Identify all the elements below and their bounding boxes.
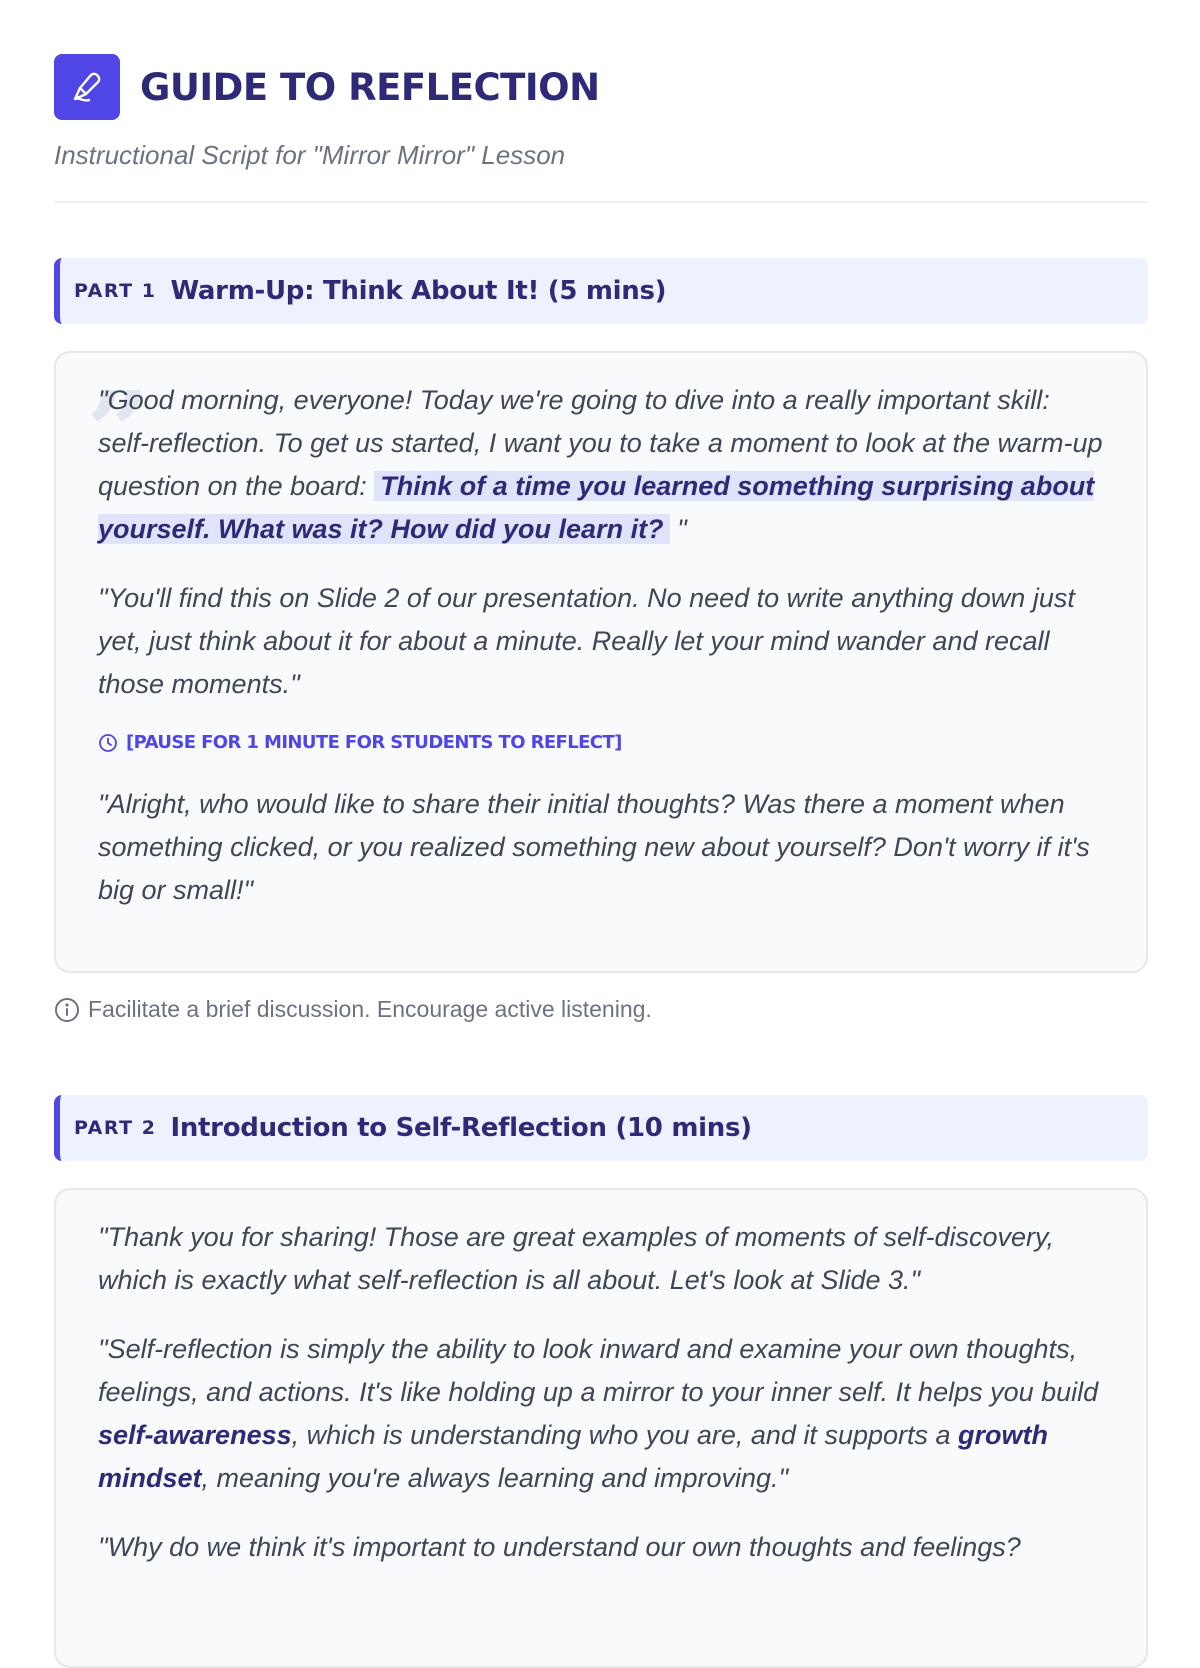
script-text: , which is understanding who you are, and it supports a xyxy=(291,1420,959,1450)
quote-icon: ” xyxy=(86,367,150,496)
part-1-script-card xyxy=(54,351,1148,973)
script-paragraph: "Why do we think it's important to understand our own thoughts and feelings? xyxy=(98,1532,1021,1562)
info-icon xyxy=(54,997,80,1023)
part-2-title: Introduction to Self-Reflection (10 mins) xyxy=(170,1113,752,1143)
pen-nib-icon xyxy=(54,54,120,120)
header xyxy=(54,54,1148,171)
part-1-label: PART 1 xyxy=(74,280,157,302)
script-paragraph: "You'll find this on Slide 2 of our presentation. No need to write anything down just yet, just think about it for about a minute. Really let your mind wander and recall those moments." xyxy=(98,583,1075,699)
page-subtitle: Instructional Script for "Mirror Mirror" Lesson xyxy=(54,140,566,170)
script-paragraph: "Alright, who would like to share their initial thoughts? Was there a moment when something clicked, or you realized something new about yourself? Don't worry if it's big or small!" xyxy=(98,789,1090,905)
clock-icon xyxy=(98,733,118,753)
part-1-header xyxy=(54,258,1148,324)
part-2-script-card xyxy=(54,1188,1148,1668)
page-title: GUIDE TO REFLECTION xyxy=(140,65,600,109)
key-term-self-awareness: self-awareness xyxy=(98,1420,292,1450)
title-row xyxy=(54,54,1148,120)
header-divider xyxy=(54,201,1148,203)
facilitator-note xyxy=(54,996,652,1023)
warm-up-question-highlight: Think of a time you learned something surprising about yourself. What was it? How did you learn it? xyxy=(98,471,1095,544)
script-paragraph xyxy=(98,379,1106,551)
key-term-growth-mindset: growth mindset xyxy=(98,1420,1049,1493)
script-paragraph: "Thank you for sharing! Those are great examples of moments of self-discovery, which is exactly what self-reflection is all about. Let's look at Slide 3." xyxy=(98,1222,1055,1295)
pause-text: [PAUSE FOR 1 MINUTE FOR STUDENTS TO REFLECT] xyxy=(126,732,622,753)
script-paragraph xyxy=(98,1328,1106,1500)
part-2-label: PART 2 xyxy=(74,1117,157,1139)
script-text: "Good morning, everyone! Today we're going to dive into a really important skill: self-reflection. To get us started, I want you to take a moment to look at the warm-up question on the board: xyxy=(98,385,1103,501)
script-text: " xyxy=(669,514,687,544)
part-2-header xyxy=(54,1095,1148,1161)
part-1-title: Warm-Up: Think About It! (5 mins) xyxy=(170,276,667,306)
pause-instruction xyxy=(98,732,1106,753)
script-text: "Self-reflection is simply the ability to look inward and examine your own thoughts, feelings, and actions. It's like holding up a mirror to your inner self. It helps you build xyxy=(98,1334,1099,1407)
script-text: , meaning you're always learning and improving." xyxy=(201,1463,789,1493)
note-text: Facilitate a brief discussion. Encourage active listening. xyxy=(88,996,652,1022)
